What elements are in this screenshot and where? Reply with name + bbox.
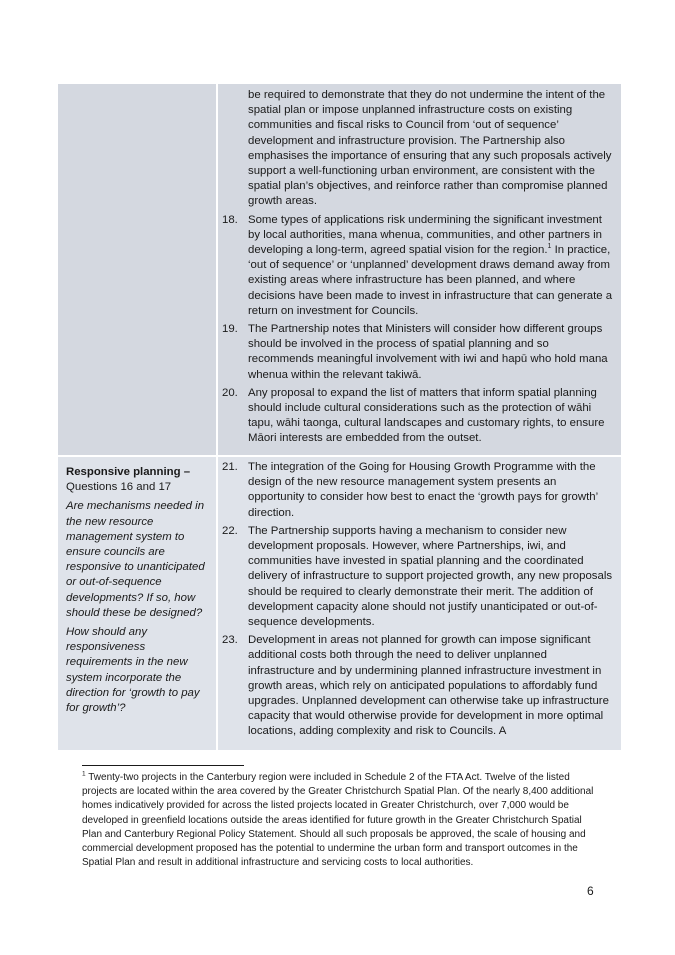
question-17: How should any responsiveness requirements in the new system incorporate the direction for ‘growth to pay for growth’? bbox=[66, 626, 200, 715]
paragraph-18: 18. Some types of applications risk undermining the significant investment by local authorities, mana whenua, communities, and other partners in developing a long-term, agreed spatial vision for the region.$^1$ In practice, ‘out of sequence’ or ‘unplanned’ development draws demand away from existing areas where infrastructure has been planned, and where decisions have been made to invest in infrastructure that can generate a return on investment for Councils. bbox=[222, 213, 613, 317]
response-cell bbox=[218, 455, 621, 750]
footnote-separator bbox=[82, 765, 244, 766]
paragraph-continued: be required to demonstrate that they do not undermine the intent of the spatial plan or impose unplanned infrastructure costs on existing communities and fiscal risks to Council from ‘out of sequence’ development and infrastructure provision. The Partnership also emphasises the importance of ensuring that any such proposals actively support a well-functioning urban environment, are consistent with the spatial plan’s objectives, and reinforce rather than compromise planned growth areas. bbox=[248, 89, 612, 208]
paragraph-22: 22. The Partnership supports having a mechanism to consider new development proposals. However, where Partnerships, iwi, and communities have invested in spatial planning and the coordinated delivery of infrastructure to support projected growth, any new proposals should be required to clearly demonstrate their merit. The addition of development capacity alone should not justify unanticipated or out-of-sequence developments. bbox=[222, 524, 613, 629]
response-cell bbox=[218, 84, 621, 455]
topic-cell-empty bbox=[58, 84, 216, 455]
paragraph-20: 20. Any proposal to expand the list of matters that inform spatial planning should include cultural considerations such as the protection of wāhi tapu, wāhi taonga, cultural landscapes and customary rights, to ensure Māori interests are embedded from the outset. bbox=[222, 386, 605, 445]
topic-cell bbox=[58, 455, 216, 750]
footnote-ref[interactable]: 1 bbox=[547, 243, 552, 251]
page-number: 6 bbox=[587, 884, 594, 898]
table-row bbox=[58, 455, 621, 750]
submission-table bbox=[58, 84, 621, 750]
paragraph-21: 21. The integration of the Going for Housing Growth Programme with the design of the new resource management system presents an opportunity to consider how best to enact the ‘growth pays for growth’ direction. bbox=[222, 461, 598, 519]
footnote bbox=[82, 771, 602, 870]
footnote-marker: 1 bbox=[82, 770, 86, 778]
question-16: Are mechanisms needed in the new resource management system to ensure councils are responsive to unanticipated or out-of-sequence developments? If so, how should these be designed? bbox=[66, 500, 205, 619]
topic-title: Responsive planning – bbox=[66, 466, 191, 478]
table-row bbox=[58, 84, 621, 455]
footnote-text: Twenty-two projects in the Canterbury region were included in Schedule 2 of the FTA Act. Twelve of the listed projects are located within the area covered by the Greater Christchurch Spatial Plan. Of the nearly 8,400 additional homes indicatively provided for across the listed projects located in Greater Christchurch, over 7,000 would be developed in greenfield locations outside the areas identified for future growth in the Greater Christchurch Spatial Plan and Canterbury Regional Policy Statement. Should all such proposals be approved, the scale of housing and commercial development proposed has the potential to undermine the urban form and transport outcomes in the Spatial Plan and result in additional infrastructure and servicing costs to local authorities. bbox=[82, 772, 594, 869]
paragraph-23: 23. Development in areas not planned for growth can impose significant additional costs both through the need to deliver unplanned infrastructure and by undermining planned infrastructure investment in growth areas, which rely on anticipated populations to affordably fund upgrades. Unplanned development can otherwise take up infrastructure capacity that would otherwise provide for development in more optimal locations, adding complexity and risk to Councils. A bbox=[222, 634, 609, 738]
topic-questions: Questions 16 and 17 bbox=[66, 481, 172, 494]
paragraph-19: 19. The Partnership notes that Ministers will consider how different groups should be involved in the process of spatial planning and so recommends meaningful involvement with iwi and hapū who hold mana whenua within the relevant takiwā. bbox=[222, 323, 608, 381]
